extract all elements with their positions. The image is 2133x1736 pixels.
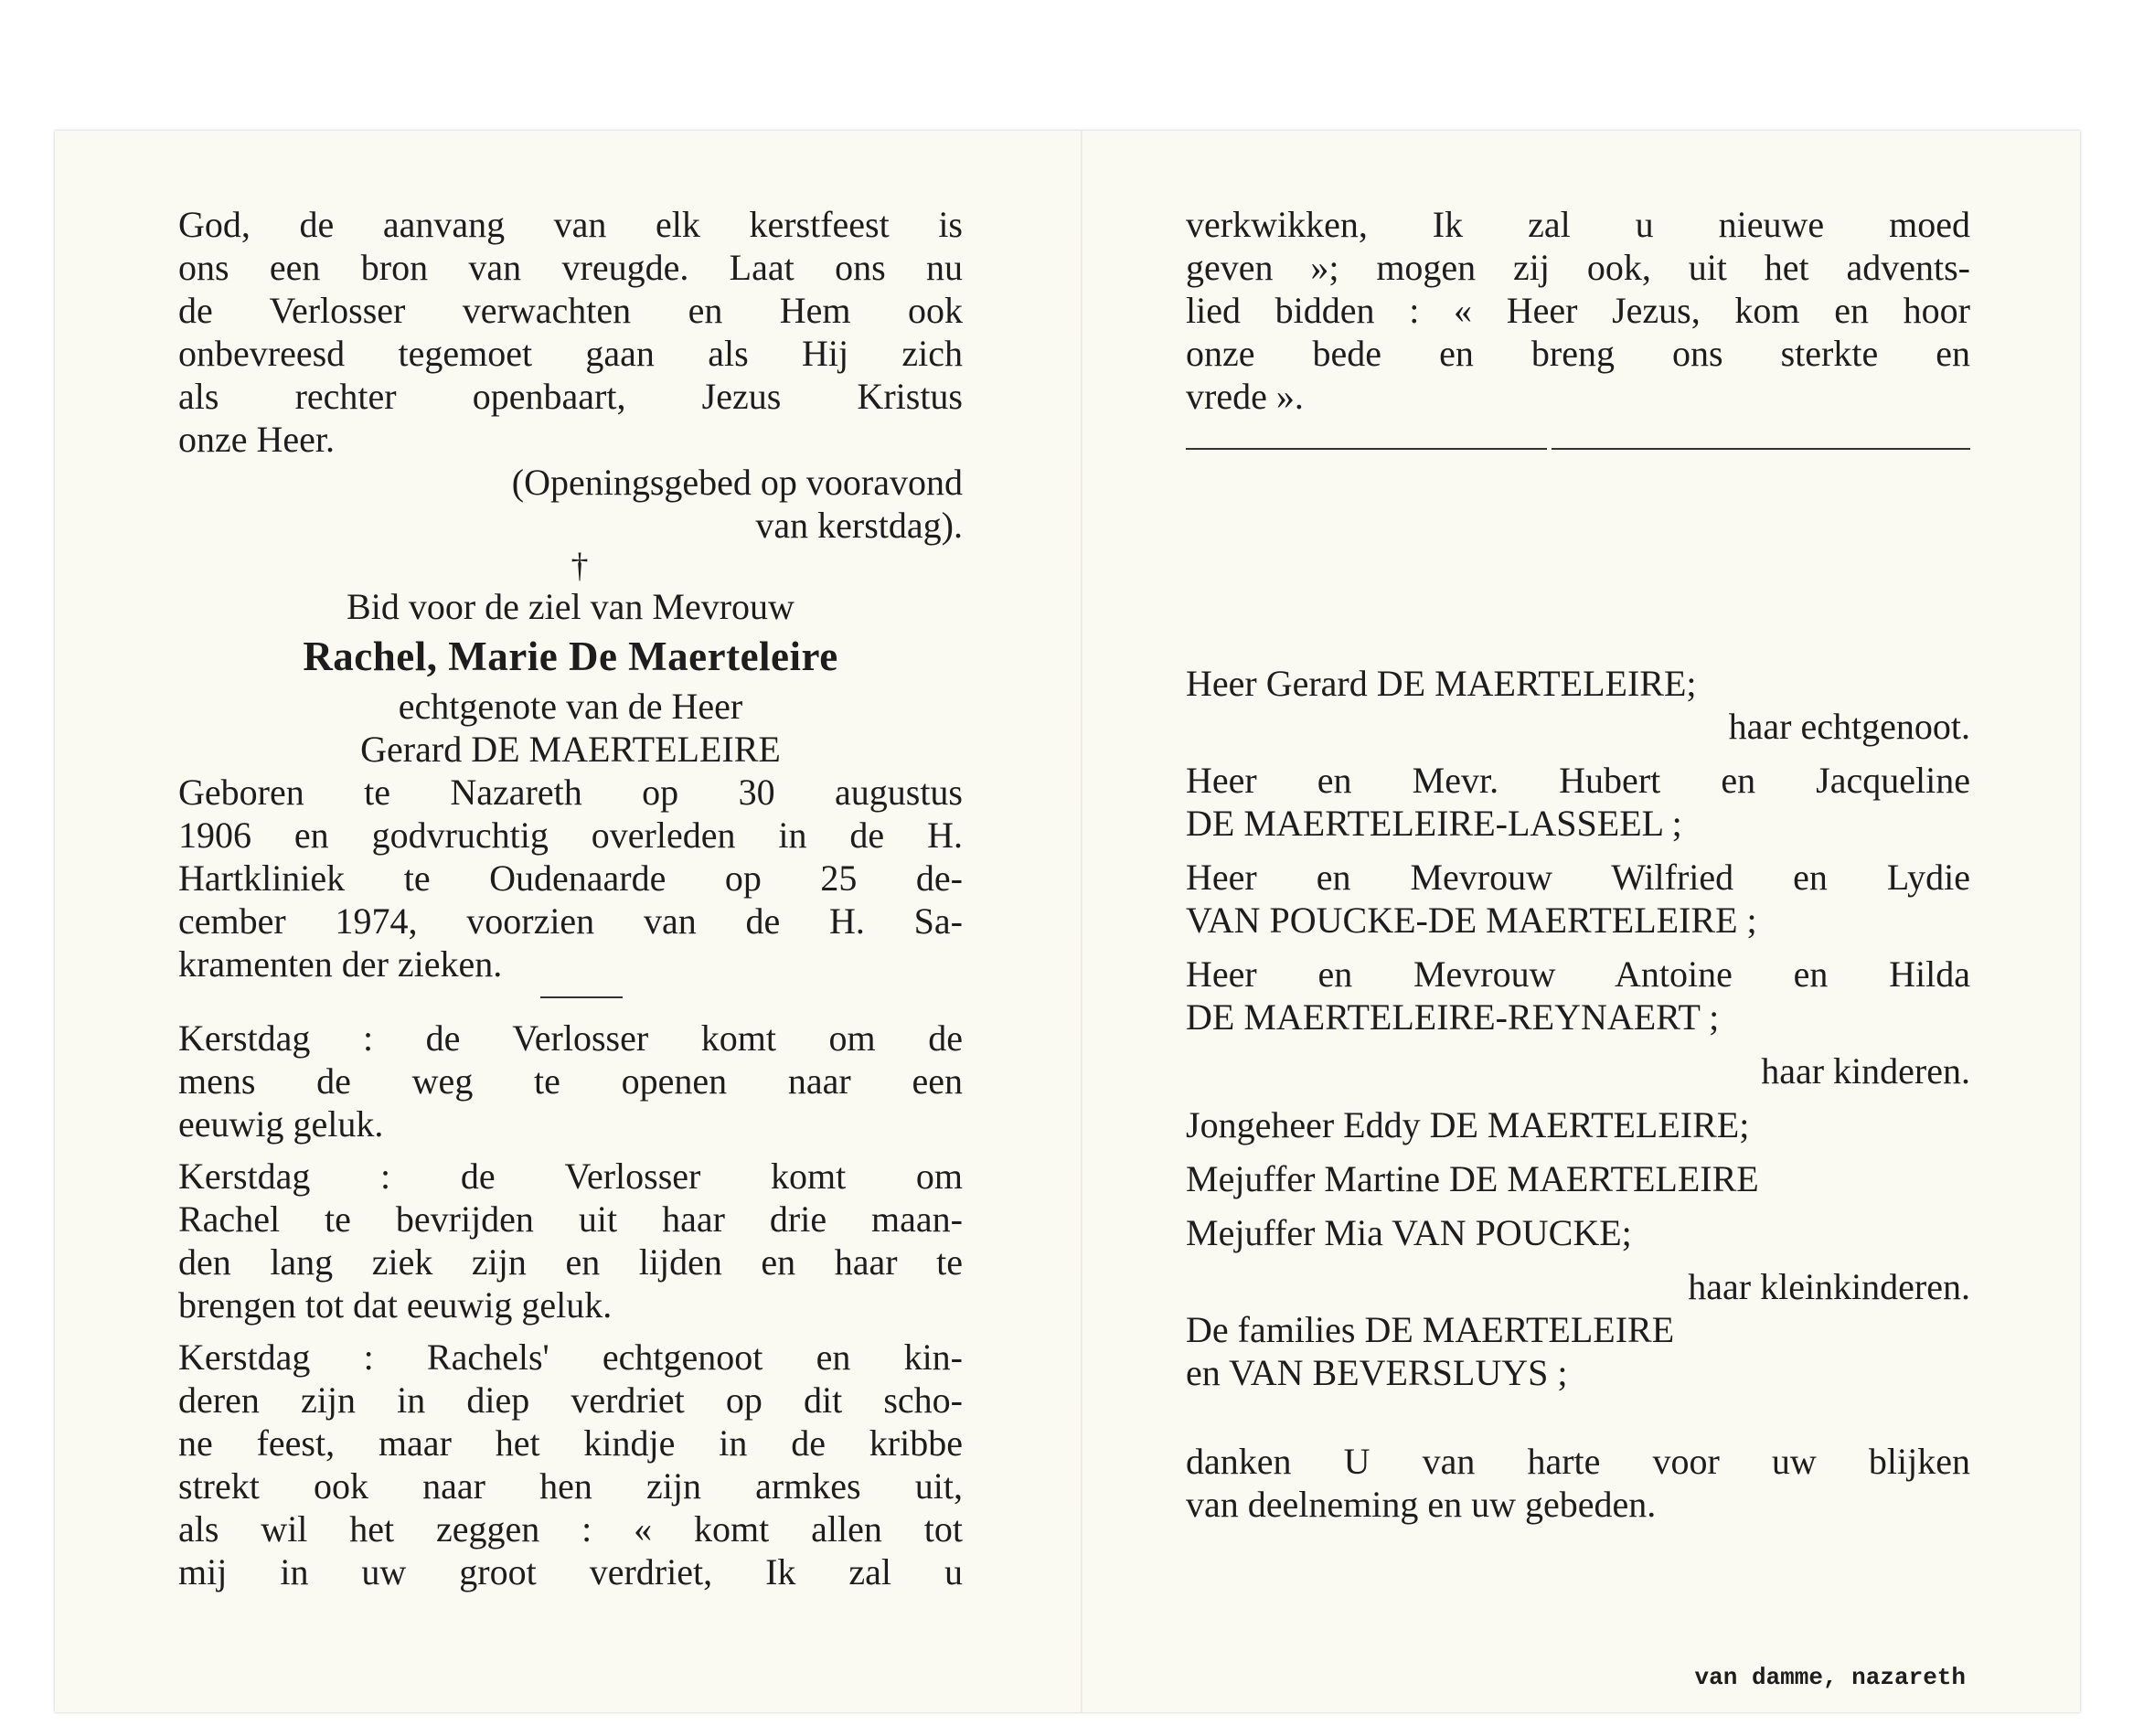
child-surname: VAN POUCKE-DE MAERTELEIRE ;: [1186, 900, 1757, 941]
prayer-source: [178, 461, 963, 547]
text-line: Geboren te Nazareth op 30 augustus: [178, 772, 963, 813]
text-line: onze Heer.: [178, 419, 336, 460]
text-line: mij in uw groot verdriet, Ik zal u: [178, 1551, 963, 1592]
text-line: den lang ziek zijn en lijden en haar te: [178, 1241, 963, 1283]
deceased-name: Rachel, Marie De Maerteleire: [303, 634, 838, 679]
pray-for-line: Bid voor de ziel van Mevrouw: [347, 586, 795, 627]
thanks: [1186, 1440, 1970, 1526]
text-line: cember 1974, voorzien van de H. Sa-: [178, 900, 963, 942]
divider: [540, 996, 623, 998]
child-couple: Heer en Mevr. Hubert en Jacqueline: [1186, 760, 1970, 801]
text-line: Kerstdag : Rachels' echtgenoot en kin-: [178, 1337, 963, 1378]
card-fold: [1081, 131, 1082, 1712]
biography: [178, 771, 963, 985]
child-surname: DE MAERTELEIRE-REYNAERT ;: [1186, 996, 1720, 1038]
grandchild: Mejuffer Martine DE MAERTELEIRE: [1186, 1158, 1759, 1199]
role-label: haar kinderen.: [1761, 1050, 1970, 1092]
text-line: lied bidden : « Heer Jezus, kom en hoor: [1186, 290, 1970, 331]
text-line: brengen tot dat eeuwig geluk.: [178, 1284, 613, 1326]
text-line: onze bede en breng ons sterkte en: [1186, 333, 1970, 374]
text-line: Rachel te bevrijden uit haar drie maan-: [178, 1198, 963, 1240]
right-page: [1186, 203, 1970, 1526]
text-line: als wil het zeggen : « komt allen tot: [178, 1508, 963, 1550]
text-line: onbevreesd tegemoet gaan als Hij zich: [178, 333, 963, 374]
text-line: de Verlosser verwachten en Hem ook: [178, 290, 963, 331]
text-line: als rechter openbaart, Jezus Kristus: [178, 376, 963, 417]
paragraph-1: [178, 1017, 963, 1145]
text-line: deren zijn in diep verdriet op dit scho-: [178, 1379, 963, 1421]
families-line: en VAN BEVERSLUYS ;: [1186, 1352, 1568, 1393]
text-line: mens de weg te openen naar een: [178, 1060, 963, 1102]
text-line: danken U van harte voor uw blijken: [1186, 1441, 1970, 1482]
text-line: Kerstdag : de Verlosser komt om de: [178, 1017, 963, 1059]
text-line: geven »; mogen zij ook, uit het advents-: [1186, 247, 1970, 288]
spouse-intro: echtgenote van de Heer: [398, 686, 743, 727]
text-line: Hartkliniek te Oudenaarde op 25 de-: [178, 857, 963, 899]
prayer-continuation: [1186, 203, 1970, 418]
spouse-name: Gerard DE MAERTELEIRE: [360, 729, 781, 770]
text-line: ne feest, maar het kindje in de kribbe: [178, 1422, 963, 1464]
text-line: (Openingsgebed op vooravond: [511, 462, 963, 503]
text-line: van deelneming en uw gebeden.: [1186, 1484, 1657, 1525]
grandchild: Jongeheer Eddy DE MAERTELEIRE;: [1186, 1104, 1750, 1145]
text-line: verkwikken, Ik zal u nieuwe moed: [1186, 204, 1970, 245]
paragraph-2: [178, 1155, 963, 1326]
child-couple: Heer en Mevrouw Wilfried en Lydie: [1186, 857, 1970, 898]
dagger-symbol: †: [571, 547, 589, 585]
text-line: vrede ».: [1186, 376, 1304, 417]
role-label: haar echtgenoot.: [1728, 706, 1970, 747]
divider: [1186, 448, 1970, 450]
text-line: eeuwig geluk.: [178, 1103, 384, 1145]
printer-imprint: van damme, nazareth: [1694, 1664, 1966, 1691]
text-line: Kerstdag : de Verlosser komt om: [178, 1156, 963, 1197]
text-line: kramenten der zieken.: [178, 943, 503, 985]
family-list: [1186, 662, 1970, 1394]
role-label: haar kleinkinderen.: [1688, 1266, 1970, 1307]
text-line: 1906 en godvruchtig overleden in de H.: [178, 815, 963, 856]
text-line: van kerstdag).: [755, 505, 963, 546]
families-line: De families DE MAERTELEIRE: [1186, 1309, 1675, 1350]
text-line: strekt ook naar hen zijn armkes uit,: [178, 1465, 963, 1507]
text-line: ons een bron van vreugde. Laat ons nu: [178, 247, 963, 288]
left-page: [178, 203, 963, 1593]
spouse-line: Heer Gerard DE MAERTELEIRE;: [1186, 663, 1697, 704]
child-surname: DE MAERTELEIRE-LASSEEL ;: [1186, 803, 1682, 844]
text-line: God, de aanvang van elk kerstfeest is: [178, 204, 963, 245]
grandchild: Mejuffer Mia VAN POUCKE;: [1186, 1212, 1632, 1253]
child-couple: Heer en Mevrouw Antoine en Hilda: [1186, 953, 1970, 995]
paragraph-3: [178, 1336, 963, 1593]
opening-prayer: [178, 203, 963, 461]
